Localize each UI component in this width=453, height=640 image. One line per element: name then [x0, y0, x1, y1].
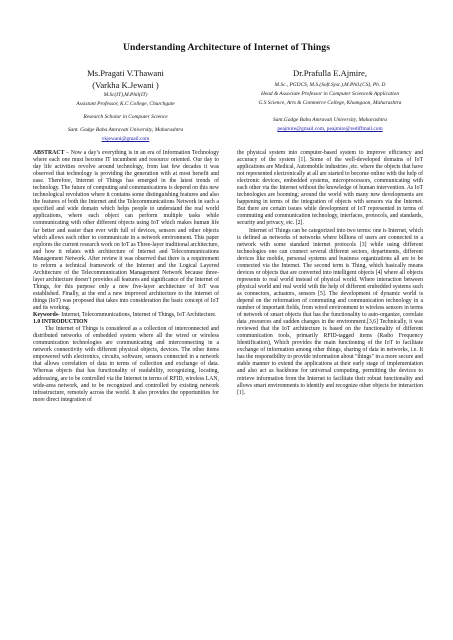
- author-2-position: Head & Associate Professor in Computer Science& Application: [260, 91, 400, 97]
- keywords-text: Internet, Telecommunications, Internet of Things, IoT Architecture.: [59, 312, 217, 319]
- right-paragraph-1: the physical system into computer-based system to improve efficiency and accuracy of the system [1]. Some of the well-developed domains of IoT applications are Medical, Automobile industries ,etc. where the objects that have not represented electronically at all are started to become online with the help of electronic devices, embedded systems, microprocessors, communicating with each other via the Internet without the knowledge of human intervention. As IoT technologies are booming; around the world with many new developments are happening in terms of the integration of objects with sensors via the Internet. But there are certain issues while development of IoT represented in terms of commuting and communication technology, interfaces, protocols, and standards, security and privacy, etc. [2].: [237, 150, 423, 227]
- author-1-role: Research Scholar in Computer Science: [83, 114, 168, 120]
- abstract-text: – Now a day’s everything is in an era of Information Technology where each one must become IT incumbent and resource oriented. Our day to day life activities revolve around technology, from last few decades it was observed that technology is providing the generation with at most benefit and ease. Therefore, Internet of Things has emerged in the latest trends of technology. The future of computing and communications is depend on this new technological revolution where it contains some distinguishing features and also the features of both the Internet and the Telecommunications Network in such a specified and wide domain which helps people to understand the real world applications, where each object can perform multiple tasks while communicating with other different objects using IoT which makes human life far better and easier than ever with full of devices, sensors and other objects which allows each other to communicate in a network environment. This paper explores the current research work on IoT as Three-layer traditional architecture, and how it relates with architecture of Internet and Telecommunications Management Network. After review it was observed that there is a requirement to reform a technical framework of the Internet and the Logical Layered Architecture of the Telecommunication Management Network because three-layer architecture doesn’t provides all features and significance of the Internet of Things, for this purpose only a new five-layer architecture of IoT was established. Finally, at the end a new improved architecture to the internet of things (IoT) was proposed that takes into consideration the basic concept of IoT and its working.: [33, 150, 219, 312]
- keywords-paragraph: [33, 312, 219, 319]
- author-1-email-link[interactable]: vkjewani@gmail.com: [101, 136, 150, 142]
- abstract-label: ABSTRACT: [33, 150, 65, 156]
- keywords-label: Keywords-: [33, 312, 60, 319]
- author-1-name: Ms.Pragati V.Thawani: [87, 68, 164, 78]
- paper-title: Understanding Architecture of Internet of Things: [122, 42, 331, 53]
- right-column: [237, 150, 423, 404]
- intro-paragraph-1: The Internet of Things is considered as a collection of interconnected and distributed networks of embedded system where all the wired or wireless communication technologies are communicating and interconnecting in a network connectivity with different physical objects, devices. The other items empowered with electronics, circuits, software, sensors connected in a network that allows correlation of data in terms of collection and exchange of data. Whereas objects that has functionality of readability, recognizing, locating, addressing, are to be controlled via the Internet in terms of RFID, wireless LAN, wide-area network, and to be recognized and controlled by existing network infrastructure, remotely across the world. It also provides the opportunities for more direct integration of: [33, 326, 219, 403]
- author-2-name: Dr.Prafulla E.Ajmire,: [293, 68, 367, 78]
- author-1-position: Assistant Professor, K.C College, Churchgate: [76, 101, 175, 107]
- author-2-qualification: M.Sc., PGDCS, M.S.(Soft.Syst.),M.Phil.(CS), Ph. D: [274, 82, 386, 88]
- author-2-institution: G.S Science, Arts & Commerce College, Khamgaon, Maharashtra: [258, 100, 402, 106]
- author-2-university: Sant.Gadge Baba Amravati University, Maharashtra: [273, 117, 387, 123]
- left-column: [33, 150, 219, 404]
- author-block-1: [33, 67, 218, 144]
- author-1-alias: (Varkha K.Jewani ): [92, 80, 159, 90]
- intro-heading: 1.0 INTRODUCTION: [33, 319, 88, 326]
- author-1-university: Sant. Gadge Baba Amravati University, Maharashtra: [67, 127, 184, 133]
- body-columns: [33, 150, 423, 404]
- author-1-qualification: M.Sc(IT),M.Phil(IT): [103, 92, 148, 98]
- abstract-paragraph: [33, 150, 219, 312]
- author-2-email-link[interactable]: peajmire@gmail.com, peajmire@rediffmail.com: [277, 126, 383, 132]
- right-paragraph-2: Internet of Things can be categorized into two terms: one is Internet, which is defined as networks of networks where billions of users are connected in a network with some standard internet protocols [3] while using different technologies one can connect several different sectors, departments, different devices like mobile, personal systems and business organizations all are to be connected via the Internet. The second term is Thing, which basically means devices or objects that are converted into intelligent objects [4] where all objects represents to real world instead of physical world. Where interaction between physical world and real world with the help of different embedded systems such as connectors, actuators, sensors [5]. The development of dynamic world is depend on the reformation of commuting and communication technology in a number of important fields, from wired environment to wireless sensors in terms of network of smart objects that has the functionality to auto-organize, correlate data ,resources and sudden changes in the environment.[3,6] Technically, it was reviewed that the IoT architecture is based on the functionality of different communication tools, primarily RFID-tagged items (Radio Frequency Identification), Which provides the main functioning of the IoT to facilitate exchange of information among other things, sharing of data in networks, i.e. It has the responsibility to provide information about "things" in a more secure and stable manner to extend the applications at their early stage of implementation and also act as backbone for universal computing, permitting the devices to retrieve information from the Internet to facilitate their robust functionality and allows smart environments to identify and recognize other objects for interaction [1].: [237, 227, 423, 396]
- author-block-2: [232, 67, 428, 134]
